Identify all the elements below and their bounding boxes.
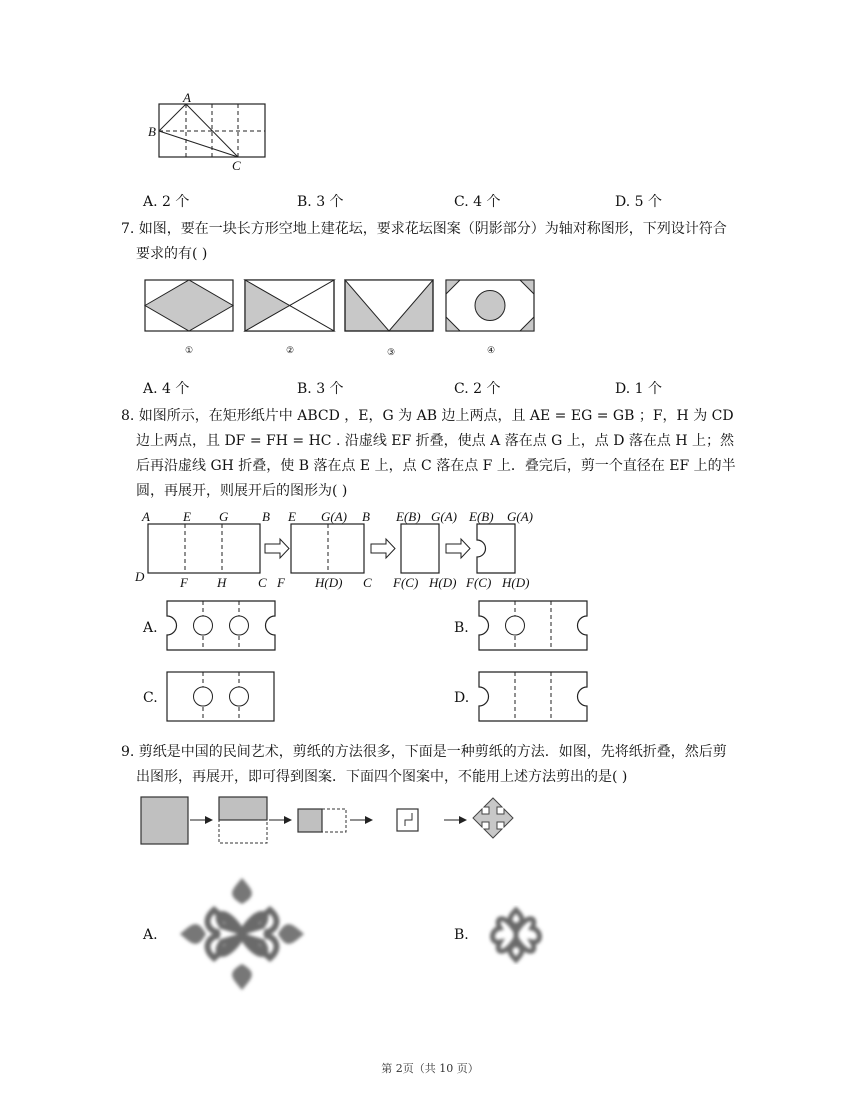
q6-option-b[interactable]: B. 3 个 (297, 194, 344, 210)
q8-label-e: E (183, 509, 191, 524)
q8-label-g: G (219, 509, 229, 524)
q8-step4-label-ga: G(A) (507, 509, 533, 524)
page-footer: 第 2页（共 10 页） (381, 1062, 479, 1075)
q7-option-d[interactable]: D. 1 个 (615, 381, 662, 397)
q9-stem-line1: 9. 剪纸是中国的民间艺术，剪纸的方法很多，下面是一种剪纸的方法．如图，先将纸折叠，然后剪 (121, 744, 727, 760)
q9-option-a-pattern (180, 878, 304, 990)
q8-option-d[interactable]: D. (454, 690, 470, 706)
q7-stem-line1: 7. 如图，要在一块长方形空地上建花坛，要求花坛图案（阴影部分）为轴对称图形，下列设计符合 (121, 221, 727, 237)
q8-label-c: C (258, 575, 267, 590)
q9-option-b-pattern (493, 910, 540, 960)
q7-option-b[interactable]: B. 3 个 (297, 381, 344, 397)
q8-option-b[interactable]: B. (454, 620, 469, 636)
q7-caption-1: ① (185, 346, 194, 356)
q8-step3-label-eb: E(B) (396, 509, 421, 524)
q8-option-a[interactable]: A. (143, 620, 158, 636)
q6-option-a[interactable]: A. 2 个 (143, 194, 190, 210)
q8-stem-line2: 边上两点，且 DF = FH = HC . 沿虚线 EF 折叠，使点 A 落在点 G 上，点 D 落在点 H 上；然 (136, 433, 735, 449)
q8-step2-label-e: E (288, 509, 296, 524)
q6-label-a: A (183, 90, 191, 105)
q6-label-c: C (232, 158, 241, 173)
q8-stem-line1: 8. 如图所示，在矩形纸片中 ABCD ，E，G 为 AB 边上两点，且 AE = EG = GB ；F，H 为 CD (121, 408, 734, 424)
q8-stem-line4: 圆，再展开，则展开后的图形为( ) (136, 483, 348, 499)
q8-stem-line3: 后再沿虚线 GH 折叠，使 B 落在点 E 上，点 C 落在点 F 上．叠完后，剪一个直径在 EF 上的半 (136, 458, 736, 474)
q8-step3-label-fc: F(C) (393, 575, 419, 590)
q8-step2-label-ga: G(A) (321, 509, 347, 524)
q8-label-d: D (135, 569, 145, 584)
q7-caption-4: ④ (487, 346, 496, 356)
q8-step2-label-hd: H(D) (315, 575, 343, 590)
q8-label-b: B (262, 509, 270, 524)
q7-caption-3: ③ (387, 348, 396, 358)
q8-step4-label-eb: E(B) (469, 509, 494, 524)
q7-option-a[interactable]: A. 4 个 (143, 381, 190, 397)
q8-label-h: H (217, 575, 227, 590)
q8-step4-label-fc: F(C) (466, 575, 492, 590)
q8-step2-label-c: C (363, 575, 372, 590)
q9-star-result (473, 798, 513, 838)
q8-step4-label-hd: H(D) (502, 575, 530, 590)
q6-option-d[interactable]: D. 5 个 (615, 194, 662, 210)
q9-option-b[interactable]: B. (454, 927, 469, 943)
q7-stem-line2: 要求的有( ) (136, 246, 208, 262)
q8-option-c[interactable]: C. (143, 690, 158, 706)
q6-option-c[interactable]: C. 4 个 (454, 194, 501, 210)
q7-option-c[interactable]: C. 2 个 (454, 381, 501, 397)
q8-step3-label-hd: H(D) (429, 575, 457, 590)
q6-label-b: B (148, 124, 156, 139)
q7-caption-2: ② (286, 346, 295, 356)
q8-label-f: F (180, 575, 188, 590)
q9-stem-line2: 出图形，再展开，即可得到图案．下面四个图案中，不能用上述方法剪出的是( ) (136, 769, 628, 785)
q8-label-a: A (142, 509, 150, 524)
q8-step2-label-f: F (277, 575, 285, 590)
q9-option-a[interactable]: A. (143, 927, 158, 943)
q8-step2-label-b: B (362, 509, 370, 524)
q8-step3-label-ga: G(A) (431, 509, 457, 524)
